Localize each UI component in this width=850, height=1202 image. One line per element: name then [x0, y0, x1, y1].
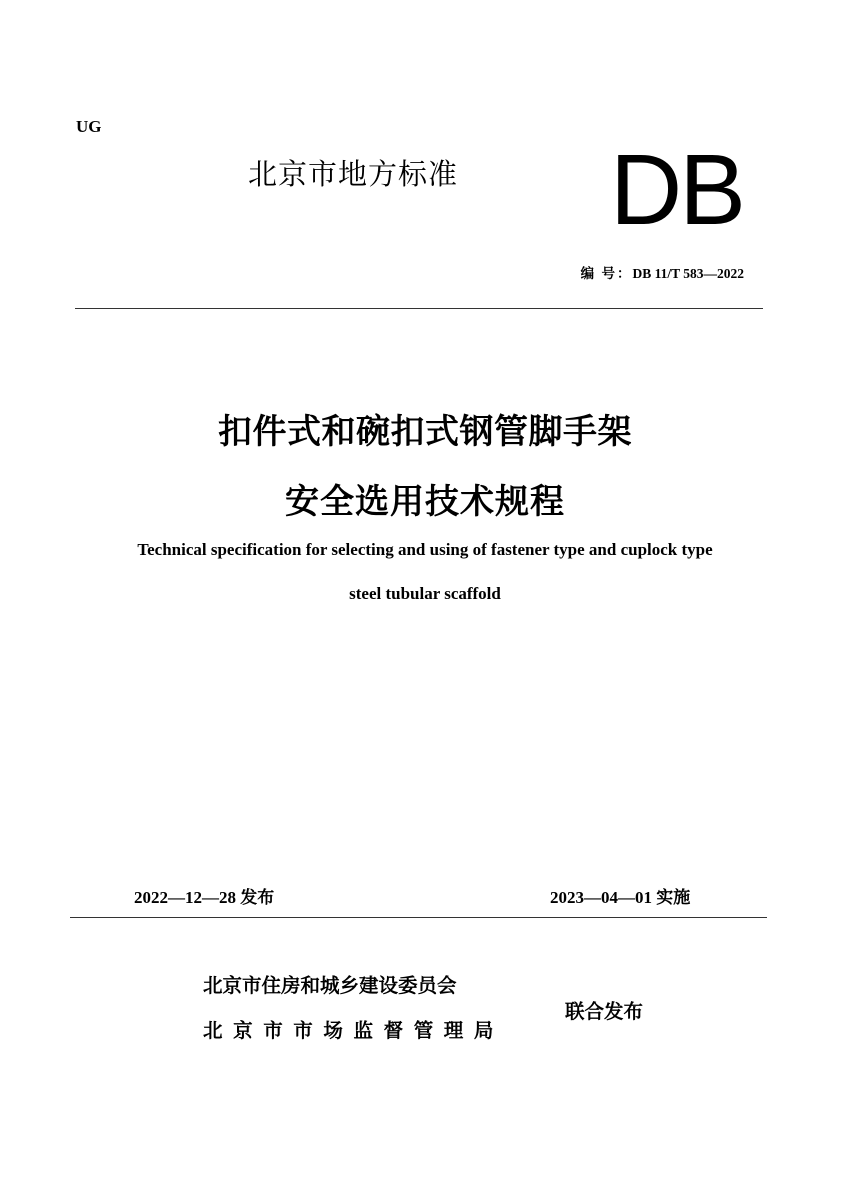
issue-date: 2022—12—28 发布 [134, 888, 275, 907]
title-en-line1: Technical specification for selecting and using of fastener type and cuplock type [137, 540, 713, 559]
title-en-line2: steel tubular scaffold [349, 584, 501, 603]
implementation-date: 2023—04—01 实施 [550, 888, 691, 907]
standard-number-value: DB 11/T 583—2022 [632, 266, 744, 281]
title-zh-line1: 扣件式和碗扣式钢管脚手架 [218, 412, 632, 452]
standard-number-label: 编 号： [580, 266, 633, 281]
standard-number [581, 262, 744, 282]
issuer-housing-commission: 北京市住房和城乡建设委员会 [203, 974, 457, 997]
ics-code: UG [76, 117, 102, 136]
standard-type: 北京市地方标准 [248, 157, 459, 191]
joint-issue-label: 联合发布 [565, 1000, 644, 1023]
db-logo: DB [610, 134, 743, 246]
bottom-divider [70, 917, 767, 918]
title-zh-line2: 安全选用技术规程 [285, 482, 565, 522]
top-divider [75, 308, 763, 309]
issuer-market-regulation: 北京市市场监督管理局 [203, 1019, 505, 1042]
